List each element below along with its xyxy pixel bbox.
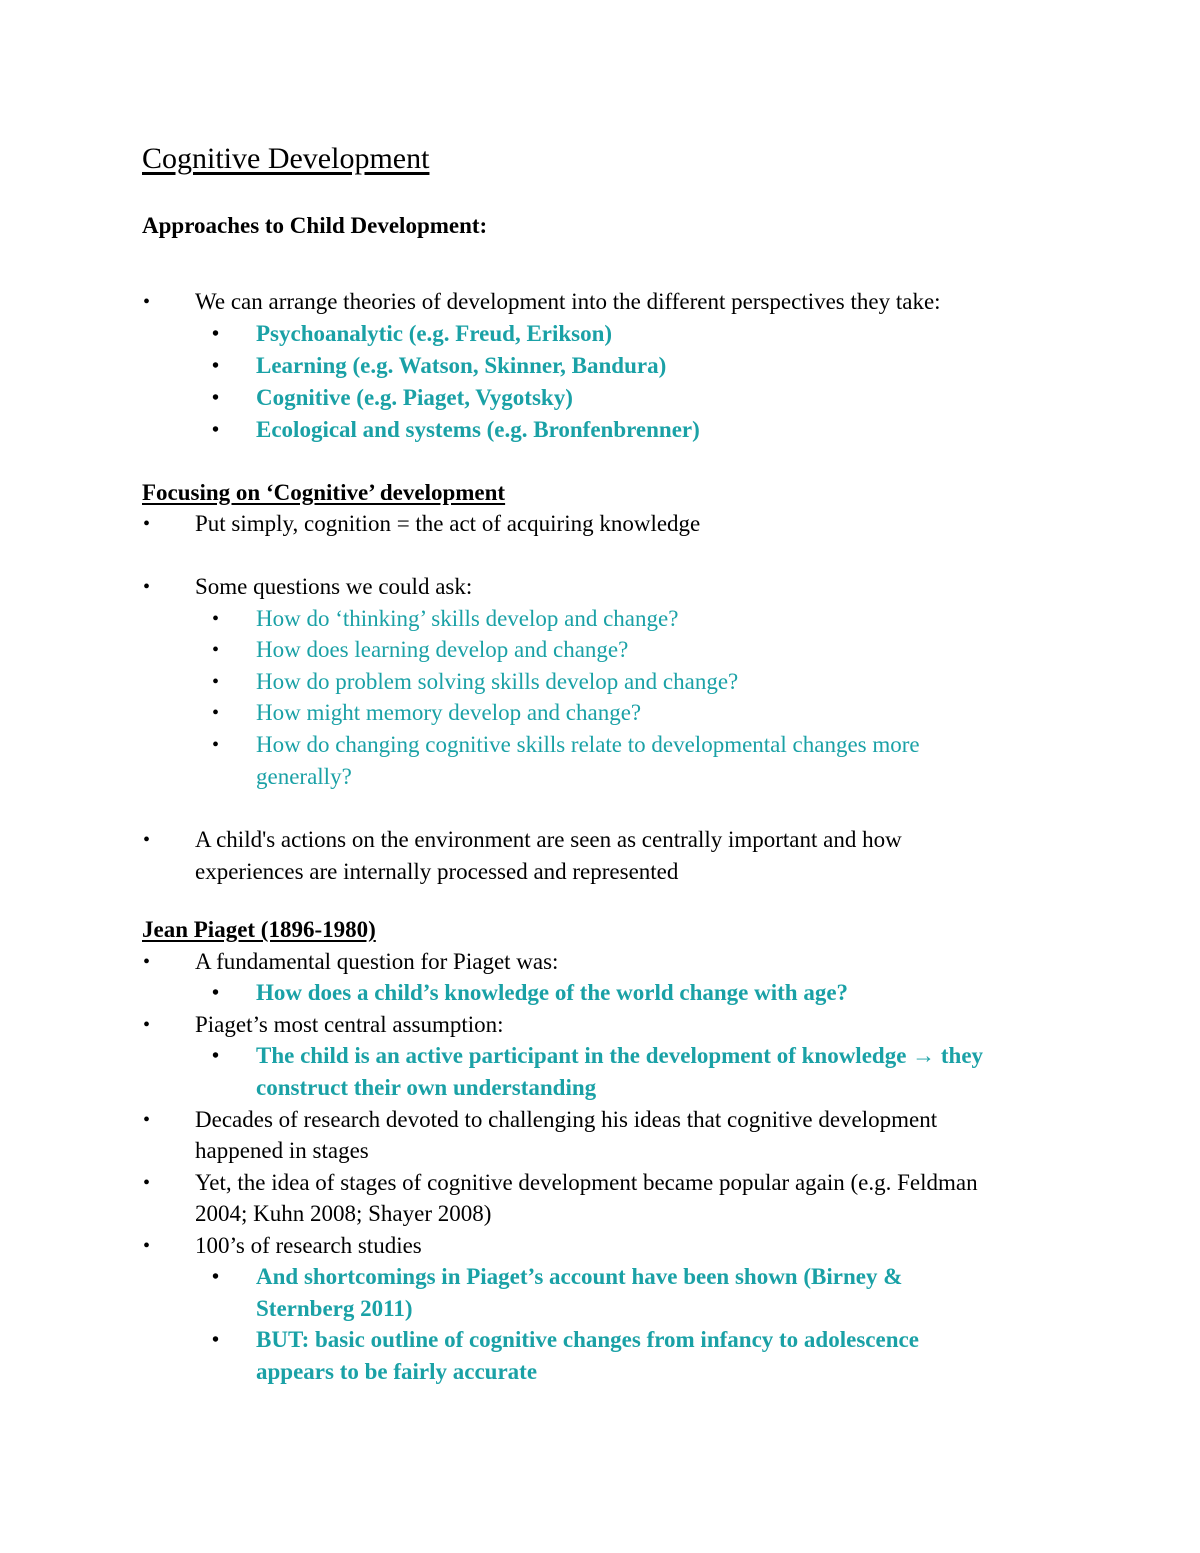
bullet-icon: • [212,355,220,377]
section-heading-approaches: Approaches to Child Development: [142,213,488,238]
bullet-icon: • [143,1014,151,1036]
list-item [143,824,902,856]
list-item-text: We can arrange theories of development into the different perspectives they take: [195,289,941,314]
list-item [212,603,679,635]
list-item-text: How do ‘thinking’ skills develop and change? [256,606,679,631]
list-item-text: BUT: basic outline of cognitive changes from infancy to adolescence [256,1327,919,1352]
list-item-text: How do problem solving skills develop and change? [256,669,739,694]
list-item-text: How does learning develop and change? [256,637,629,662]
list-item-text: Psychoanalytic (e.g. Freud, Erikson) [256,321,613,346]
list-item [143,508,701,540]
list-item-text: construct their own understanding [256,1075,597,1100]
list-item-continuation [256,761,352,793]
bullet-icon: • [143,1109,151,1131]
list-item [212,729,920,761]
list-item [212,318,613,350]
list-item-continuation [195,856,678,888]
bullet-icon: • [143,951,151,973]
list-item-text: Learning (e.g. Watson, Skinner, Bandura) [256,353,667,378]
bullet-icon: • [212,387,220,409]
bullet-icon: • [143,1235,151,1257]
list-item [143,1104,938,1136]
bullet-icon: • [212,1266,220,1288]
list-item-text: Decades of research devoted to challenging his ideas that cognitive development [195,1107,938,1132]
list-item-text: And shortcomings in Piaget’s account have been shown (Birney & [256,1264,903,1289]
list-item-continuation [195,1198,491,1230]
list-item-text: Put simply, cognition = the act of acquiring knowledge [195,511,701,536]
list-item-text: How might memory develop and change? [256,700,642,725]
list-item-text: The child is an active participant in the development of knowledge → they [256,1043,984,1068]
list-item-text: Some questions we could ask: [195,574,473,599]
list-item [212,414,700,446]
list-item-continuation [256,1072,596,1104]
list-item-text: 2004; Kuhn 2008; Shayer 2008) [195,1201,492,1226]
list-item [212,697,642,729]
list-item-continuation [195,1135,369,1167]
list-item-text: Yet, the idea of stages of cognitive development became popular again (e.g. Feldman [195,1170,978,1195]
bullet-icon: • [212,1045,220,1067]
list-item [212,1261,903,1293]
list-item-text: How do changing cognitive skills relate to developmental changes more [256,732,920,757]
list-item [143,1167,978,1199]
list-item-text: generally? [256,764,352,789]
section-heading-cognitive: Focusing on ‘Cognitive’ development [142,480,506,505]
bullet-icon: • [212,702,220,724]
list-item [143,571,473,603]
list-item [212,634,629,666]
bullet-icon: • [212,982,220,1004]
list-item [212,350,667,382]
bullet-icon: • [212,639,220,661]
list-item [143,946,559,978]
page-title: Cognitive Development [142,142,430,175]
bullet-icon: • [143,829,151,851]
section-heading-piaget: Jean Piaget (1896-1980) [142,917,376,942]
list-item-text: Sternberg 2011) [256,1296,413,1321]
list-item-text: Ecological and systems (e.g. Bronfenbrenner) [256,417,700,442]
list-item-text: Cognitive (e.g. Piaget, Vygotsky) [256,385,573,410]
bullet-icon: • [212,323,220,345]
list-item-text: experiences are internally processed and represented [195,859,679,884]
list-item [143,1009,504,1041]
list-item [212,977,849,1009]
list-item-text: Piaget’s most central assumption: [195,1012,504,1037]
list-item-text: How does a child’s knowledge of the world change with age? [256,980,849,1005]
bullet-icon: • [143,513,151,535]
list-item-text: appears to be fairly accurate [256,1359,538,1384]
bullet-icon: • [143,291,151,313]
list-item [143,286,941,318]
bullet-icon: • [212,734,220,756]
list-item [212,1040,984,1072]
list-item-continuation [256,1293,413,1325]
bullet-icon: • [212,419,220,441]
list-item-text: A child's actions on the environment are seen as centrally important and how [195,827,902,852]
bullet-icon: • [143,1172,151,1194]
bullet-icon: • [143,576,151,598]
list-item-text: 100’s of research studies [195,1233,422,1258]
list-item [212,382,573,414]
list-item-text: A fundamental question for Piaget was: [195,949,559,974]
list-item [212,1324,919,1356]
list-item [212,666,739,698]
bullet-icon: • [212,671,220,693]
list-item [143,1230,422,1262]
list-item-continuation [256,1356,537,1388]
bullet-icon: • [212,1329,220,1351]
bullet-icon: • [212,608,220,630]
list-item-text: happened in stages [195,1138,369,1163]
